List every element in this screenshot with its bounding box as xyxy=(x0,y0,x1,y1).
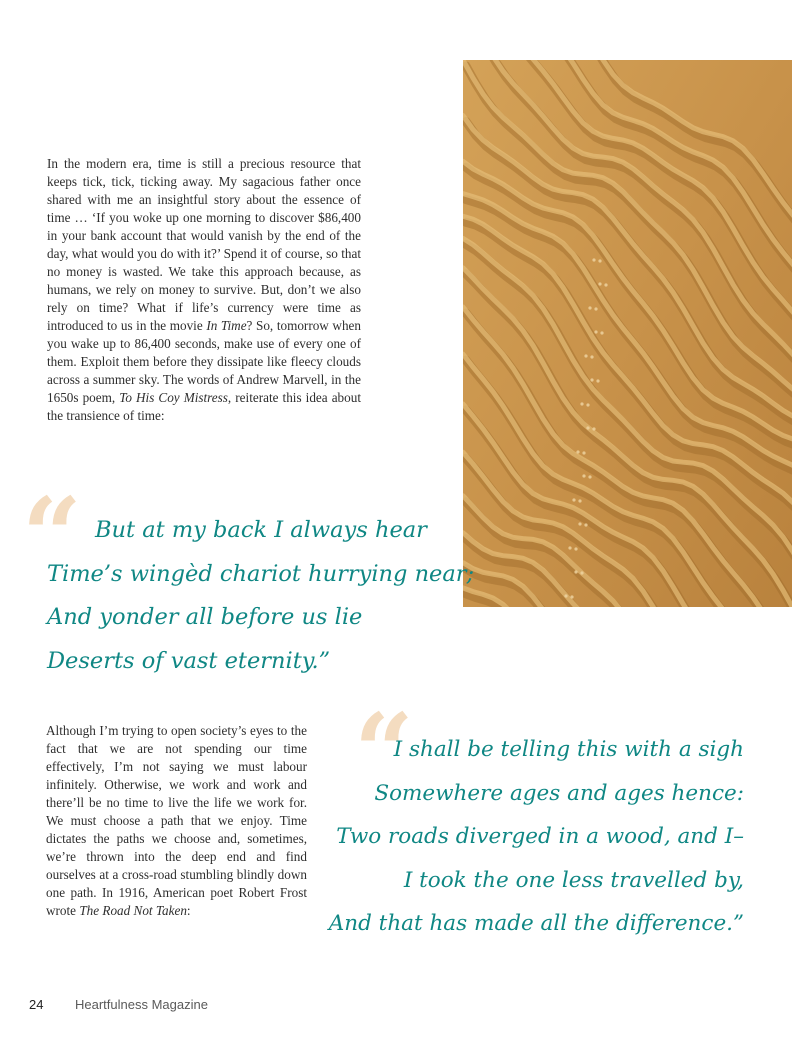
animal-track xyxy=(590,378,593,381)
animal-track xyxy=(580,402,583,405)
animal-track xyxy=(590,355,593,358)
animal-track xyxy=(570,595,573,598)
animal-track xyxy=(588,306,591,309)
quote-mark-icon: “ xyxy=(354,690,414,813)
animal-track xyxy=(574,570,577,573)
italic-title: In Time xyxy=(206,318,247,333)
text-run: In the modern era, time is still a precious resource that keeps tick, tick, ticking away. My sagacious father once shared with me an insightful story about the essence of time … ‘If you woke up one morning to discover $86,400 in your bank account that would vanish by the end of the day, what would you do with it?’ Spend it of course, so that no money is wasted. We take this approach because, as humans, we rely on money to survive. But, don’t we also rely on time? What if life’s currency were time as introduced to us in the movie xyxy=(47,156,361,333)
animal-track xyxy=(592,427,595,430)
animal-track xyxy=(594,330,597,333)
text-run: : xyxy=(186,903,191,918)
animal-track xyxy=(594,307,597,310)
animal-track xyxy=(578,499,581,502)
animal-track xyxy=(586,403,589,406)
animal-track xyxy=(564,594,567,597)
quote-line: And that has made all the difference.” xyxy=(328,911,744,936)
animal-track xyxy=(604,283,607,286)
animal-track xyxy=(598,259,601,262)
animal-track xyxy=(596,379,599,382)
text-run: , reiterate this idea about the transience of time: xyxy=(47,390,361,423)
page-footer xyxy=(29,997,208,1012)
page-number: 24 xyxy=(29,997,44,1012)
italic-title: To His Coy Mistress xyxy=(119,390,228,405)
animal-track xyxy=(598,282,601,285)
animal-track xyxy=(588,475,591,478)
quote-line: Time’s wingèd chariot hurrying near; xyxy=(47,560,475,587)
animal-track xyxy=(584,354,587,357)
quote-line: Deserts of vast eternity.” xyxy=(47,647,331,674)
sand-dune-photo xyxy=(463,60,792,607)
text-run: Although I’m trying to open society’s eyes to the fact that we are not spending our time effectively, I’m not saying we must labour infinitely. Otherwise, we work and work and there’ll be no time to live the life we work for. We must choose a path that we enjoy. Time dictates the paths we choose and, sometimes, we’re thrown into the deep end and find ourselves at a cross-road stumbling blindly down one path. In 1916, American poet Robert Frost wrote xyxy=(46,723,307,918)
animal-track xyxy=(582,451,585,454)
quote-line: And yonder all before us lie xyxy=(47,604,363,630)
animal-track xyxy=(584,523,587,526)
frost-quote xyxy=(329,732,744,950)
animal-track xyxy=(592,258,595,261)
quote-line: Two roads diverged in a wood, and I– xyxy=(336,824,744,849)
animal-track xyxy=(578,522,581,525)
quote-line: But at my back I always hear xyxy=(95,517,427,543)
animal-track xyxy=(572,498,575,501)
animal-track xyxy=(586,426,589,429)
animal-track xyxy=(574,547,577,550)
italic-title: The Road Not Taken xyxy=(79,903,187,918)
animal-track xyxy=(576,450,579,453)
quote-line: I shall be telling this with a sigh xyxy=(393,737,744,762)
marvell-quote xyxy=(47,512,474,686)
quote-mark-icon: “ xyxy=(22,474,82,597)
animal-track xyxy=(580,571,583,574)
body-paragraph-time xyxy=(47,155,361,425)
animal-track xyxy=(600,331,603,334)
body-paragraph-frost xyxy=(46,722,307,920)
animal-track xyxy=(568,546,571,549)
animal-track xyxy=(582,474,585,477)
magazine-name: Heartfulness Magazine xyxy=(75,997,208,1012)
quote-line: I took the one less travelled by, xyxy=(403,867,744,893)
text-run: ? So, tomorrow when you wake up to 86,400 seconds, make use of every one of them. Exploit them before they dissipate like fleecy clouds across a summer sky. The words of Andrew Marvell, in the 1650s poem, xyxy=(47,318,361,405)
quote-line: Somewhere ages and ages hence: xyxy=(374,780,744,806)
